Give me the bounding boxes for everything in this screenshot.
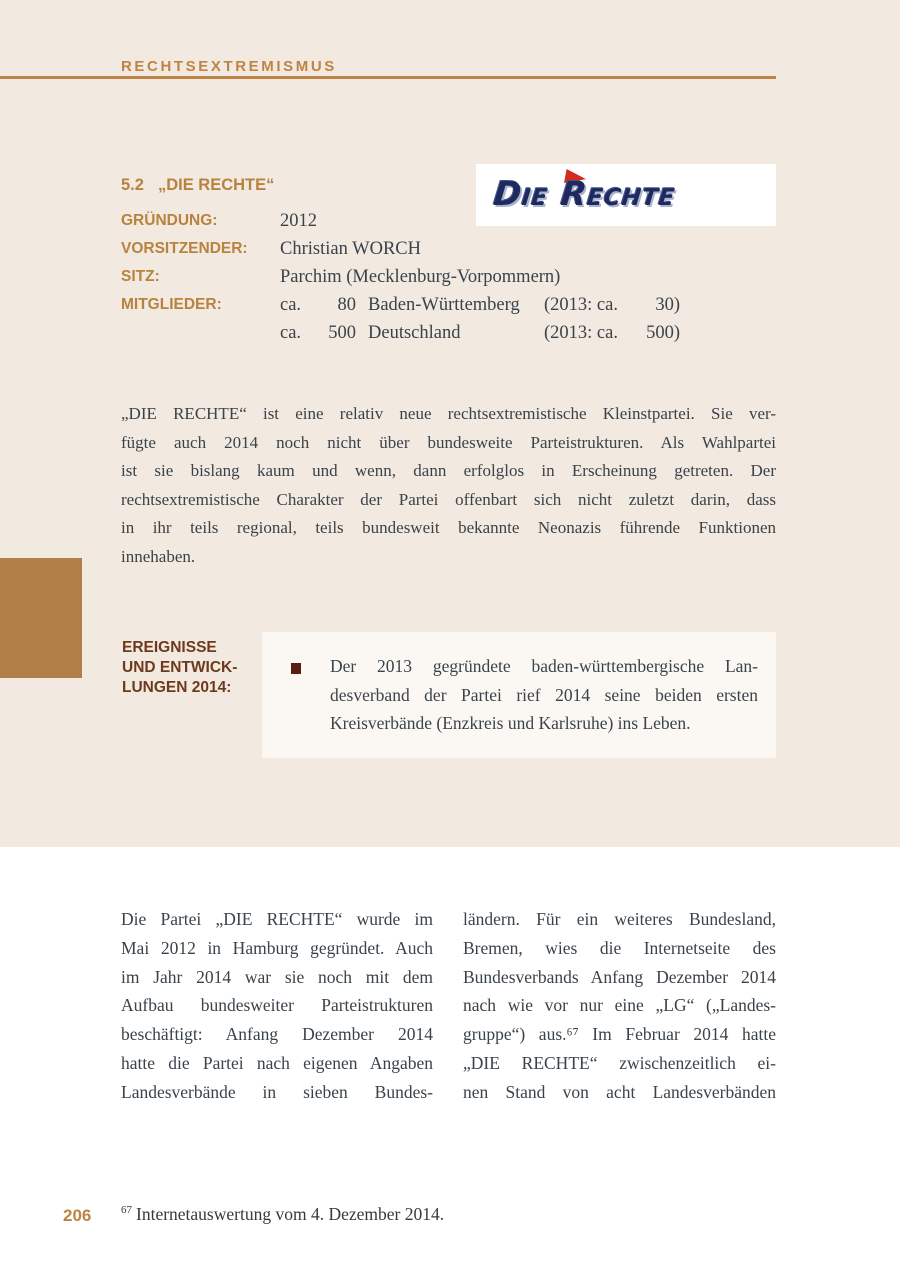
text-line: Die Partei „DIE RECHTE“ wurde im <box>121 909 433 929</box>
text-line: fügte auch 2014 noch nicht über bundesweite Parteistrukturen. Als Wahlpartei <box>121 432 776 452</box>
members-row <box>280 319 776 347</box>
body-column-right <box>463 905 776 1107</box>
section-number: 5.2 <box>121 176 144 194</box>
members-count: 80 <box>337 295 356 315</box>
body-column-left <box>121 905 433 1107</box>
info-label: VORSITZENDER: <box>121 240 248 257</box>
section-title: „DIE RECHTE“ <box>157 176 275 194</box>
info-label: SITZ: <box>121 268 160 285</box>
text-line: UND ENTWICK- <box>122 659 238 676</box>
text-line: beschäftigt: Anfang Dezember 2014 <box>121 1024 433 1045</box>
text-line: Bundesverbands Anfang Dezember 2014 <box>463 966 776 987</box>
info-value: Parchim (Mecklenburg-Vorpommern) <box>280 267 561 287</box>
text-line: „DIE RECHTE“ zwischenzeitlich ei- <box>463 1052 776 1073</box>
info-label: GRÜNDUNG: <box>121 212 218 229</box>
section-heading <box>121 176 274 195</box>
info-value: 2012 <box>280 211 317 231</box>
members-count: 500 <box>328 323 356 343</box>
text-line: EREIGNISSE <box>122 639 217 656</box>
text-line: nen Stand von acht Landesverbänden <box>463 1081 776 1102</box>
text-line: Der 2013 gegründete baden-württembergische Lan- <box>330 656 758 676</box>
members-ca: ca. <box>280 295 302 315</box>
logo-wordmark: Die Rechte <box>491 174 678 213</box>
text-line: „DIE RECHTE“ ist eine relativ neue rechtsextremistische Kleinstpartei. Sie ver- <box>121 404 776 423</box>
members-prev-label: (2013: ca. <box>544 295 618 315</box>
party-info-table <box>121 207 776 347</box>
text-line: gruppe“) aus.⁶⁷ Im Februar 2014 hatte <box>463 1024 776 1045</box>
members-row <box>280 291 776 319</box>
text-line: Bremen, wies die Internetseite des <box>463 937 776 958</box>
intro-paragraph <box>121 400 776 572</box>
bullet-icon <box>291 663 301 674</box>
members-region: Baden-Württemberg <box>368 295 520 315</box>
text-line: im Jahr 2014 war sie noch mit dem <box>121 966 433 987</box>
text-line: hatte die Partei nach eigenen Angaben <box>121 1052 433 1073</box>
text-line: Aufbau bundesweiter Parteistrukturen <box>121 995 433 1016</box>
info-value: Christian WORCH <box>280 239 421 259</box>
text-line: Kreisverbände (Enzkreis und Karlsruhe) ins Leben. <box>330 713 691 734</box>
text-line: nach wie vor nur eine „LG“ („Landes- <box>463 995 776 1016</box>
footnote-marker: 67 <box>121 1204 132 1217</box>
running-head-rule <box>0 76 776 79</box>
events-heading <box>122 638 252 698</box>
events-callout-box <box>262 632 776 758</box>
text-line: Mai 2012 in Hamburg gegründet. Auch <box>121 937 433 958</box>
text-line: innehaben. <box>121 546 196 566</box>
info-label: MITGLIEDER: <box>121 296 222 313</box>
members-prev-count: 500) <box>646 323 680 343</box>
text-line: ländern. Für ein weiteres Bundesland, <box>463 909 776 929</box>
text-line: rechtsextremistische Charakter der Partei offenbart sich nicht zuletzt darin, dass <box>121 489 776 509</box>
text-line: in ihr teils regional, teils bundesweit bekannte Neonazis führende Funktionen <box>121 518 776 538</box>
members-ca: ca. <box>280 323 302 343</box>
text-line: Landesverbände in sieben Bundes- <box>121 1081 433 1102</box>
text-line: LUNGEN 2014: <box>122 679 232 696</box>
members-prev-label: (2013: ca. <box>544 323 618 343</box>
text-line: ist sie bislang kaum und wenn, dann erfolglos in Erscheinung getreten. Der <box>121 461 776 481</box>
text-line: desverband der Partei rief 2014 seine beiden ersten <box>330 684 758 705</box>
members-region: Deutschland <box>368 323 461 343</box>
members-prev-count: 30) <box>655 295 680 315</box>
footnote-text: Internetauswertung vom 4. Dezember 2014. <box>136 1204 445 1224</box>
running-head: RECHTSEXTREMISMUS <box>121 58 337 75</box>
events-item-text <box>330 652 758 738</box>
members-subtable <box>280 291 776 347</box>
page-number: 206 <box>63 1206 92 1225</box>
footnote <box>121 1204 444 1225</box>
chapter-side-tab <box>0 558 82 678</box>
